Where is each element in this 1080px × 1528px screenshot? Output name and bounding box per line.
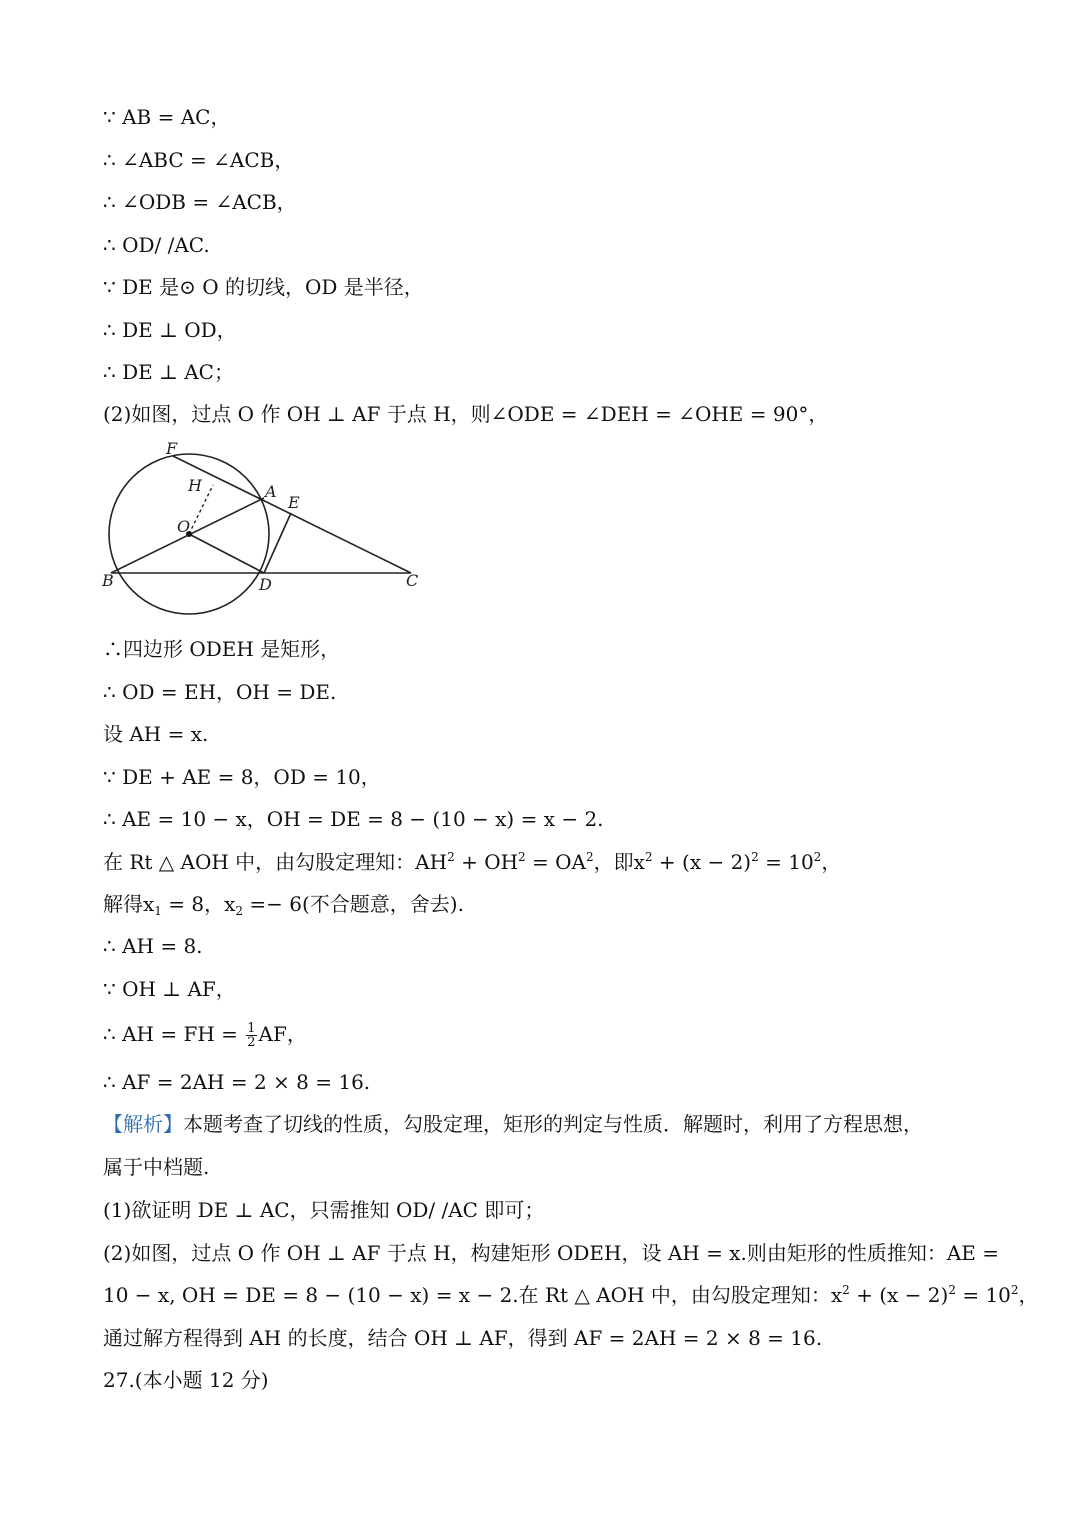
fraction-one-half: $\frac{1}{2}$ (247, 1021, 256, 1050)
text-line: ∴ AF = 2AH = 2 × 8 = 16. (103, 1070, 371, 1094)
text-line: ∴ ∠ODB = ∠ACB， (103, 190, 297, 214)
analysis-equation-line: 10 − x, OH = DE = 8 − (10 − x) = x − 2.在 Rt △ AOH 中，由勾股定理知：$x^2 + (x - 2)^2 = 10^2$， (103, 1283, 1039, 1307)
text-line: 通过解方程得到 AH 的长度，结合 OH ⊥ AF，得到 AF = 2AH = 2 × 8 = 16. (103, 1326, 823, 1350)
text-line: ∴四边形 ODEH 是矩形， (103, 637, 341, 661)
label-f: F (166, 439, 178, 458)
label-a: A (265, 482, 277, 501)
text-line: ∵ DE 是⊙ O 的切线，OD 是半径， (103, 275, 424, 299)
text-line: ∵ DE + AE = 8，OD = 10， (103, 765, 381, 789)
analysis-line: 【解析】本题考查了切线的性质，勾股定理，矩形的判定与性质．解题时，利用了方程思想， (103, 1112, 923, 1136)
analysis-tag: 【解析】 (103, 1112, 183, 1136)
text-line: ∴ ∠ABC = ∠ACB， (103, 148, 295, 172)
text-line: ∴ AE = 10 − x，OH = DE = 8 − (10 − x) = x − 2. (103, 807, 604, 831)
label-c: C (406, 571, 419, 590)
label-d: D (259, 575, 272, 594)
pythagoras-line: 在 Rt △ AOH 中，由勾股定理知：$AH^2 + OH^2 = OA^2$，即$x^2 + (x - 2)^2 = 10^2$， (103, 850, 842, 874)
label-h: H (188, 476, 202, 495)
text-line: ∴ OD/ /AC. (103, 233, 210, 257)
geometry-figure (100, 436, 430, 622)
text-line: ∴ DE ⊥ AC； (103, 360, 234, 384)
text-line: 属于中档题. (103, 1155, 210, 1179)
text-line: (1)欲证明 DE ⊥ AC，只需推知 OD/ /AC 即可； (103, 1198, 545, 1222)
text-line: ∴ OD = EH，OH = DE. (103, 680, 337, 704)
text-line: ∴ AH = 8. (103, 934, 203, 958)
text-line: ∵ OH ⊥ AF， (103, 977, 236, 1001)
label-e: E (288, 493, 300, 512)
fraction-line: ∴ AH = FH = $\frac{1}{2}$ AF， (103, 1021, 307, 1050)
label-o: O (177, 517, 191, 536)
label-b: B (102, 571, 114, 590)
text-line: ∵ AB = AC， (103, 105, 231, 129)
question-heading: 27.(本小题 12 分) (103, 1368, 269, 1392)
segment-od (189, 534, 264, 573)
solution-line: 解得$x_1 = 8$，$x_2 =- 6$(不合题意，舍去). (103, 892, 464, 918)
text-line: (2)如图，过点 O 作 OH ⊥ AF 于点 H，构建矩形 ODEH，设 AH = x.则由矩形的性质推知：AE = (103, 1241, 999, 1265)
segment-fc (173, 456, 411, 573)
text-line: (2)如图，过点 O 作 OH ⊥ AF 于点 H，则∠ODE = ∠DEH = ∠OHE = 90°， (103, 402, 829, 426)
text-line: ∴ DE ⊥ OD， (103, 318, 237, 342)
text-line: 设 AH = x. (103, 722, 209, 746)
